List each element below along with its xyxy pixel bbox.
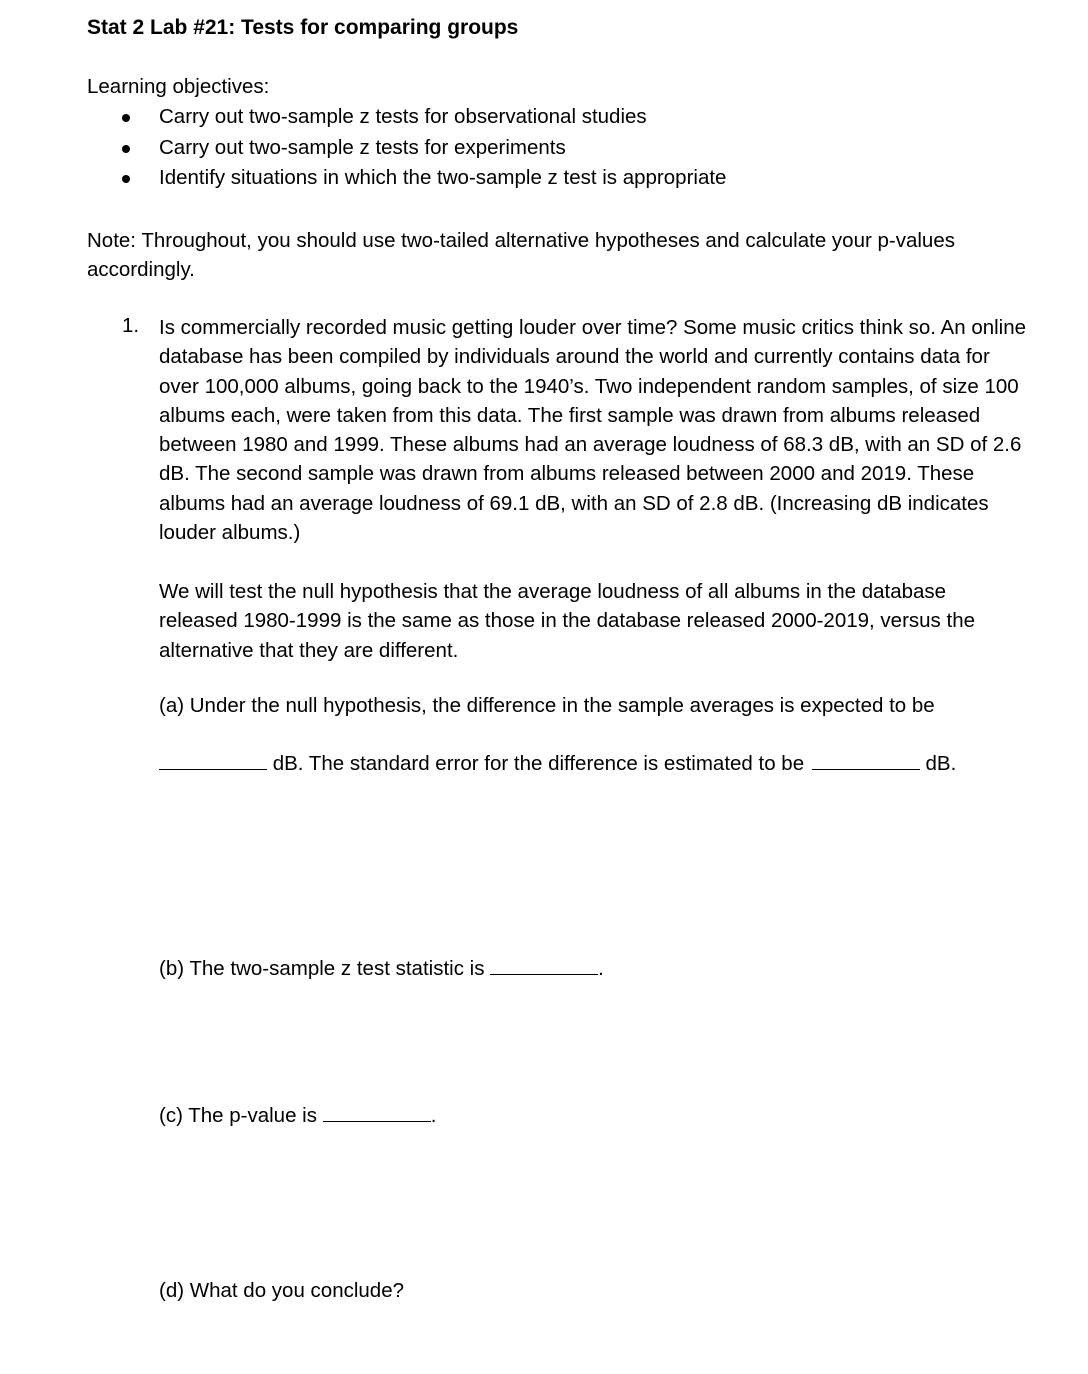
answer-blank-expected-difference[interactable]: [159, 768, 267, 770]
part-d-prompt: (d) What do you conclude?: [159, 1279, 404, 1302]
part-c-prompt: (c) The p-value is: [159, 1104, 317, 1127]
objectives-heading: Learning objectives:: [87, 75, 270, 98]
objective-item: Carry out two-sample z tests for observational studies: [159, 105, 647, 128]
part-a-answer-line: [159, 752, 956, 776]
answer-blank-standard-error[interactable]: [812, 768, 920, 770]
objective-item: Carry out two-sample z tests for experiments: [159, 136, 566, 159]
question-intro: Is commercially recorded music getting louder over time? Some music critics think so. An online database has been compiled by individuals around the world and currently contains data for over 100,000 albums, going back to the 1940’s. Two independent random samples, of size 100 albums each, were taken from this data. The first sample was drawn from albums released between 1980 and 1999. These albums had an average loudness of 68.3 dB, with an SD of 2.6 dB. The second sample was drawn from albums released between 2000 and 2019. These albums had an average loudness of 69.1 dB, with an SD of 2.8 dB. (Increasing dB indicates louder albums.): [159, 316, 1027, 545]
answer-blank-z-statistic[interactable]: [490, 973, 598, 975]
hypothesis-paragraph: We will test the null hypothesis that the average loudness of all albums in the database released 1980-1999 is the same as those in the database released 2000-2019, versus the alternative that they are different.: [159, 580, 975, 662]
part-c-line: [159, 1104, 436, 1128]
part-a-unit: dB.: [925, 752, 957, 775]
part-a-prompt: (a) Under the null hypothesis, the difference in the sample averages is expected to be: [159, 694, 935, 717]
objective-item: Identify situations in which the two-sample z test is appropriate: [159, 166, 727, 189]
part-c-period: .: [430, 1104, 437, 1127]
answer-blank-p-value[interactable]: [323, 1120, 431, 1122]
part-b-line: [159, 957, 604, 981]
question-number: 1.: [122, 314, 140, 337]
part-a-middle-text: dB. The standard error for the difference is estimated to be: [272, 752, 805, 775]
part-b-prompt: (b) The two-sample z test statistic is: [159, 957, 485, 980]
page-title: Stat 2 Lab #21: Tests for comparing groups: [87, 16, 519, 39]
bullet-icon: [122, 175, 130, 183]
note-paragraph: Note: Throughout, you should use two-tailed alternative hypotheses and calculate your p-values accordingly.: [87, 229, 955, 281]
bullet-icon: [122, 114, 130, 122]
bullet-icon: [122, 145, 130, 153]
part-b-period: .: [598, 957, 604, 980]
